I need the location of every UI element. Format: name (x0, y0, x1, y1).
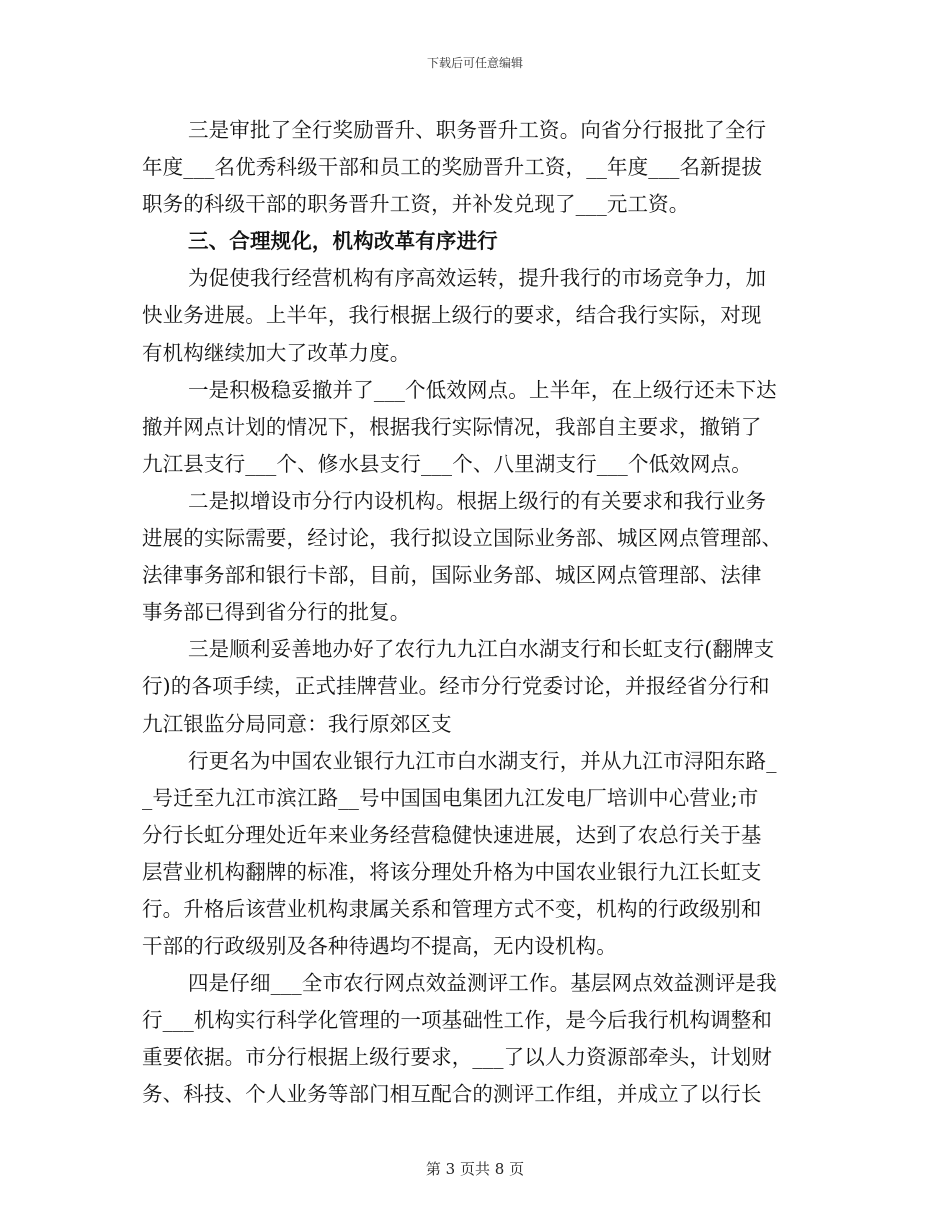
paragraph-line: 层营业机构翻牌的标准，将该分理处升格为中国农业银行九江长虹支 (142, 859, 762, 884)
paragraph-line: 四是仔细___全市农行网点效益测评工作。基层网点效益测评是我 (188, 971, 777, 996)
paragraph-line: 年度___名优秀科级干部和员工的奖励晋升工资，__年度___名新提拔 (142, 155, 763, 180)
paragraph-line: 法律事务部和银行卡部，目前，国际业务部、城区网点管理部、法律 (142, 563, 762, 588)
paragraph-line: _号迁至九江市滨江路__号中国国电集团九江发电厂培训中心营业;市 (142, 785, 759, 810)
paragraph-line: 行。升格后该营业机构隶属关系和管理方式不变，机构的行政级别和 (142, 896, 762, 921)
paragraph-line: 三是审批了全行奖励晋升、职务晋升工资。向省分行报批了全行 (188, 118, 767, 142)
paragraph-line: 九江县支行___个、修水县支行___个、八里湖支行___个低效网点。 (142, 451, 752, 476)
paragraph-line: 职务的科级干部的职务晋升工资，并补发兑现了___元工资。 (142, 192, 690, 217)
paragraph-line: 撤并网点计划的情况下，根据我行实际情况，我部自主要求，撤销了 (142, 414, 762, 439)
paragraph-line: 务、科技、个人业务等部门相互配合的测评工作组，并成立了以行长 (142, 1082, 762, 1107)
paragraph-line: 三是顺利妥善地办好了农行九九江白水湖支行和长虹支行(翻牌支 (188, 637, 775, 662)
paragraph-line: 一是积极稳妥撤并了___个低效网点。上半年，在上级行还未下达 (188, 377, 777, 402)
paragraph-line: 事务部已得到省分行的批复。 (142, 600, 411, 625)
paragraph-line: 行更名为中国农业银行九江市白水湖支行，并从九江市浔阳东路_ (188, 748, 777, 773)
page-number-footer: 第 3 页共 8 页 (425, 1160, 525, 1178)
section-heading: 三、合理规化，机构改革有序进行 (188, 229, 498, 254)
page-header: 下载后可任意编辑 (426, 56, 523, 70)
paragraph-line: 干部的行政级别及各种待遇均不提高，无内设机构。 (142, 934, 617, 959)
paragraph-line: 为促使我行经营机构有序高效运转，提升我行的市场竞争力，加 (188, 266, 767, 291)
paragraph-line: 九江银监分局同意：我行原郊区支 (142, 711, 452, 736)
paragraph-line: 行___机构实行科学化管理的一项基础性工作，是今后我行机构调整和 (142, 1008, 773, 1033)
paragraph-line: 分行长虹分理处近年来业务经营稳健快速进展，达到了农总行关于基 (142, 822, 762, 847)
paragraph-line: 二是拟增设市分行内设机构。根据上级行的有关要求和我行业务 (188, 488, 767, 513)
paragraph-line: 行)的各项手续，正式挂牌营业。经市分行党委讨论，并报经省分行和 (142, 674, 770, 699)
paragraph-line: 重要依据。市分行根据上级行要求，___了以人力资源部牵头，计划财 (142, 1045, 773, 1070)
paragraph-line: 有机构继续加大了改革力度。 (142, 340, 411, 365)
document-body (142, 112, 812, 1114)
paragraph-line: 快业务进展。上半年，我行根据上级行的要求，结合我行实际，对现 (142, 303, 762, 328)
paragraph-line: 进展的实际需要，经讨论，我行拟设立国际业务部、城区网点管理部、 (142, 526, 783, 551)
